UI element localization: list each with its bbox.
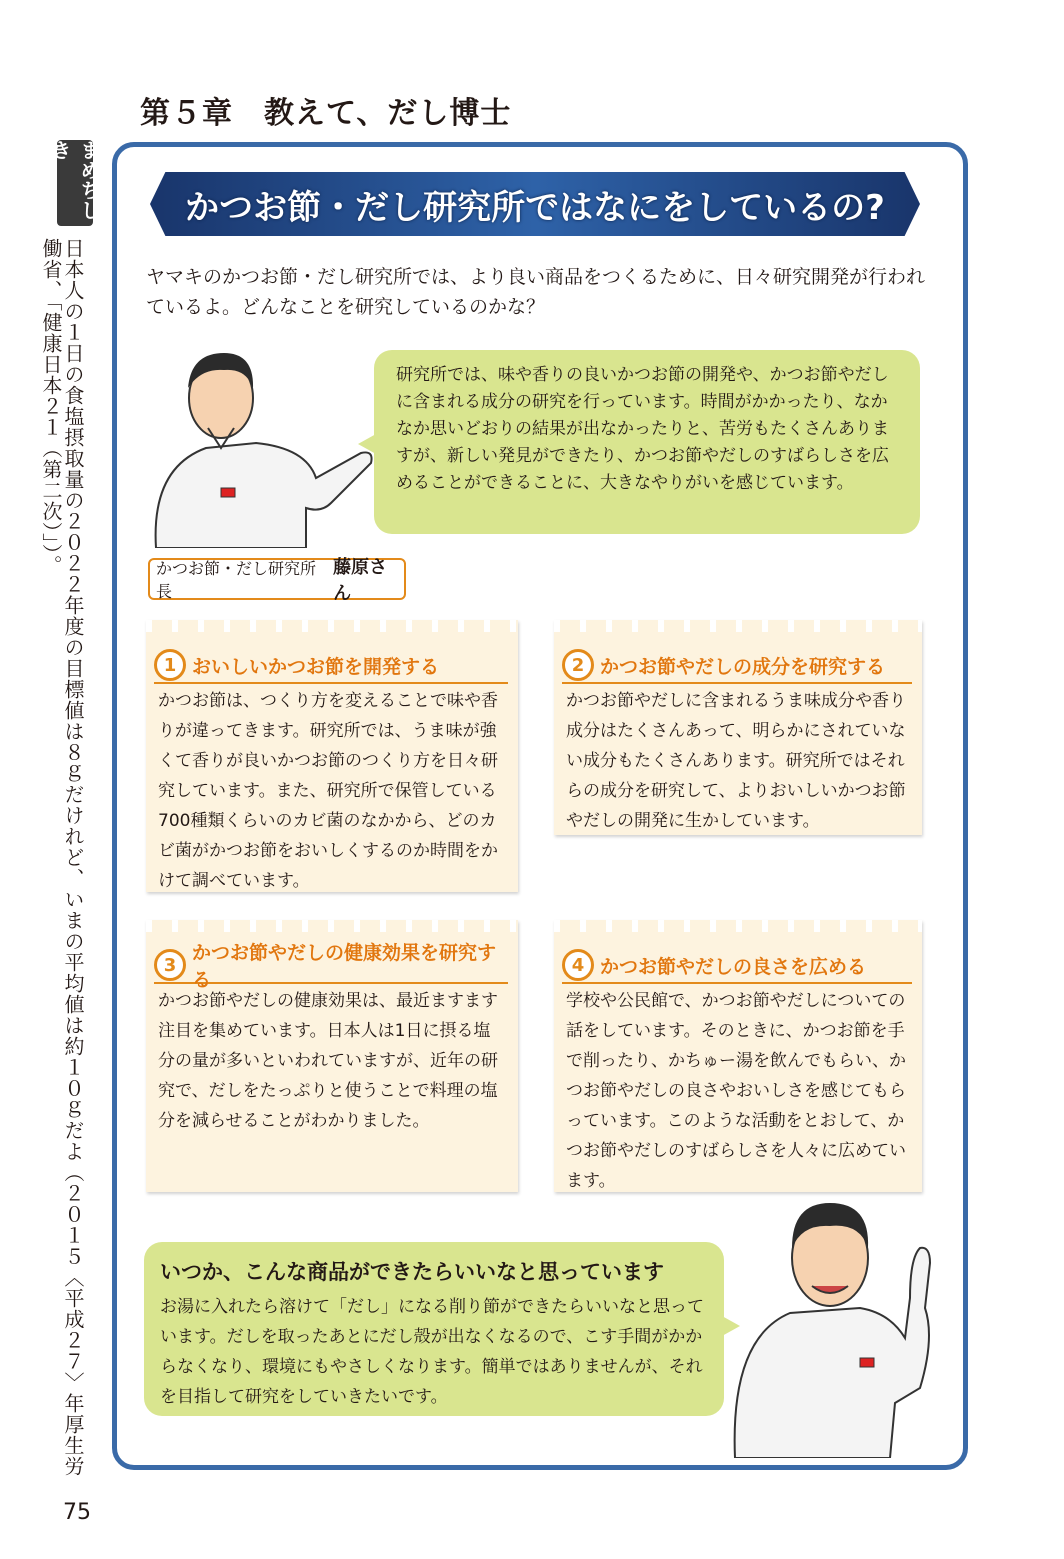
card-heading bbox=[154, 942, 508, 991]
intro-text: ヤマキのかつお節・だし研究所では、より良い商品をつくるために、日々研究開発が行われているよ。どんなことを研究しているのかな？ bbox=[146, 266, 926, 318]
card-title: かつお節やだしの良さを広める bbox=[600, 955, 867, 978]
card-1 bbox=[146, 620, 518, 892]
card-body: かつお節やだしの健康効果は、最近ますます注目を集めています。日本人は1日に摂る塩分の量が多いといわれていますが、近年の研究で、だしをたっぷりと使うことで料理の塩分を減らせることがわかりました。 bbox=[158, 991, 498, 1131]
card-torn-edge bbox=[146, 920, 518, 932]
chapter-title-text: 第５章 教えて、だし博士 bbox=[140, 96, 512, 131]
name-role: かつお節・だし研究所長 bbox=[156, 559, 317, 601]
card-torn-edge bbox=[554, 620, 922, 632]
card-torn-edge bbox=[554, 920, 922, 932]
person-name: 藤原さん bbox=[333, 557, 388, 604]
card-body: かつお節は、つくり方を変えることで味や香りが違ってきます。研究所では、うま味が強くて香りが良いかつお節のつくり方を日々研究しています。また、研究所で保管している700種類くらいのカビ菌のなかから、どのカビ菌がかつお節をおいしくするのか時間をかけて調べています。 bbox=[158, 691, 498, 891]
card-number: 3 bbox=[154, 949, 186, 981]
card-title: かつお節やだしの成分を研究する bbox=[600, 655, 886, 678]
card-body: かつお節やだしに含まれるうま味成分や香り成分はたくさんあって、明らかにされていない成分もたくさんあります。研究所ではそれらの成分を研究して、よりおいしいかつお節やだしの開発に生かしています。 bbox=[566, 691, 906, 831]
card-2 bbox=[554, 620, 922, 835]
page-title: かつお節・だし研究所ではなにをしているの? bbox=[185, 187, 885, 228]
card-3 bbox=[146, 920, 518, 1192]
tip-tag: まめちしき bbox=[57, 140, 93, 226]
card-heading bbox=[562, 948, 912, 984]
researcher-illustration bbox=[136, 338, 376, 548]
card-heading bbox=[562, 648, 912, 684]
card-title: おいしいかつお節を開発する bbox=[192, 655, 440, 678]
dream-title: いつか、こんな商品ができたらいいなと思っています bbox=[160, 1260, 664, 1284]
card-heading bbox=[154, 648, 508, 684]
card-number: 2 bbox=[562, 649, 594, 681]
card-4 bbox=[554, 920, 922, 1192]
speech-text: 研究所では、味や香りの良いかつお節の開発や、かつお節やだしに含まれる成分の研究を行っています。時間がかかったり、なかなか思いどおりの結果が出なかったりと、苦労もたくさんありますが、新しい発見ができたり、かつお節やだしのすばらしさを広めることができることに、大きなやりがいを感じています。 bbox=[396, 365, 889, 493]
name-label bbox=[148, 557, 406, 604]
card-number: 1 bbox=[154, 649, 186, 681]
page-number: 75 bbox=[63, 1500, 91, 1525]
chapter-title bbox=[140, 88, 511, 132]
researcher-winking-illustration bbox=[720, 1188, 950, 1458]
tip-text: 日本人の１日の食塩摂取量の２０２２年度の目標値は８ｇだけれど、いまの平均値は約１０ｇだよ（２０１５〈平成２７〉年厚生労働省、「健康日本２１（第二次）」）。 bbox=[39, 238, 85, 1477]
card-title: かつお節やだしの健康効果を研究する bbox=[192, 942, 497, 991]
card-number: 4 bbox=[562, 949, 594, 981]
card-body: 学校や公民館で、かつお節やだしについての話をしています。そのときに、かつお節を手で削ったり、かちゅー湯を飲んでもらい、かつお節やだしの良さやおいしさを感じてもらっています。このような活動をとおして、かつお節やだしのすばらしさを人々に広めています。 bbox=[566, 991, 906, 1191]
card-torn-edge bbox=[146, 620, 518, 632]
dream-text: お湯に入れたら溶けて「だし」になる削り節ができたらいいなと思っています。だしを取ったあとにだし殻が出なくなるので、こす手間がかからなくなり、環境にもやさしくなります。簡単ではありませんが、それを目指して研究をしていきたいです。 bbox=[160, 1297, 704, 1407]
